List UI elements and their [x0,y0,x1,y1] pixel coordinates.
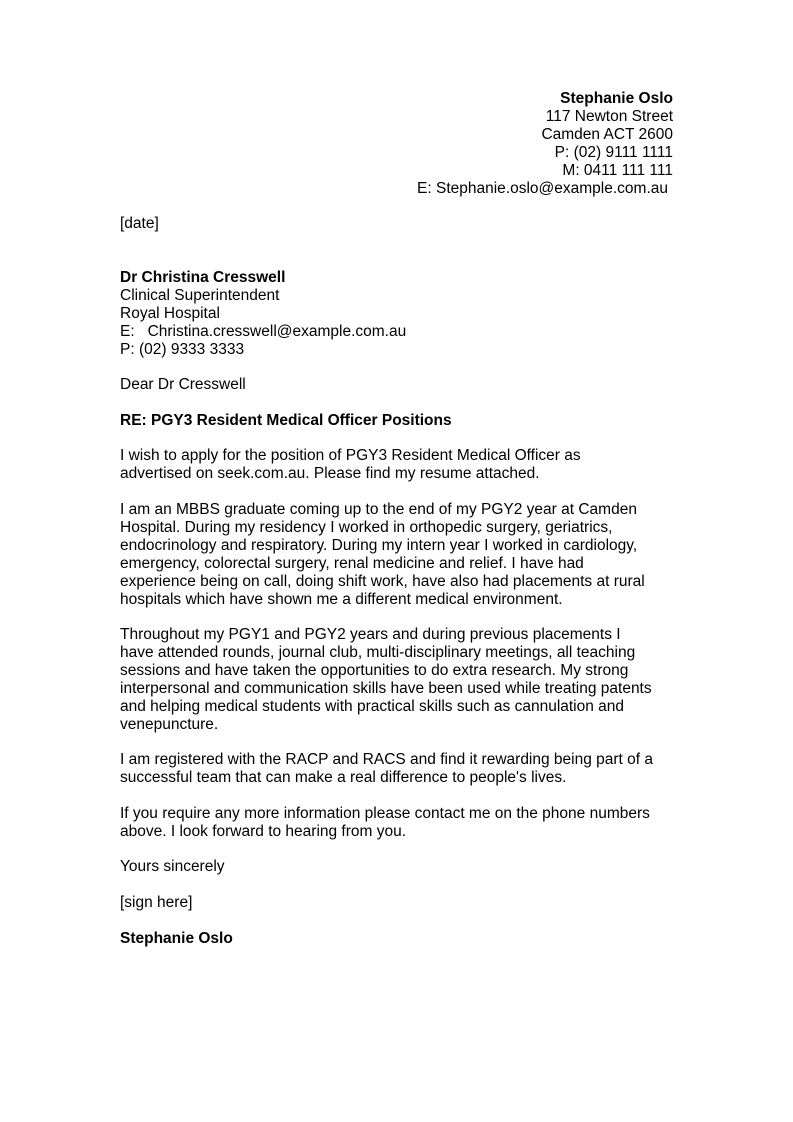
paragraph-line: emergency, colorectal surgery, renal medicine and relief. I have had [120,555,584,572]
paragraph-line: endocrinology and respiratory. During my intern year I worked in cardiology, [120,537,638,554]
paragraph-line: advertised on seek.com.au. Please find my resume attached. [120,465,540,482]
signature-placeholder: [sign here] [120,894,193,911]
sender-mobile: M: 0411 111 111 [562,162,673,179]
letter-date-block [120,215,665,233]
paragraph-line: hospitals which have shown me a different medical environment. [120,591,563,608]
closing-block [120,858,665,876]
body-paragraph-1 [120,447,665,483]
paragraph-line: If you require any more information please contact me on the phone numbers [120,805,650,822]
body-paragraph-5 [120,805,665,841]
paragraph-line: venepuncture. [120,716,219,733]
signoff-name: Stephanie Oslo [120,930,233,947]
paragraph-line: Hospital. During my residency I worked in orthopedic surgery, geriatrics, [120,519,613,536]
sender-email: E: Stephanie.oslo@example.com.au [417,180,668,197]
body-paragraph-2 [120,501,665,609]
sender-address-block [417,90,673,198]
letter-date: [date] [120,215,159,232]
sender-name: Stephanie Oslo [560,90,673,107]
paragraph-line: and helping medical students with practical skills such as cannulation and [120,698,625,715]
paragraph-line: I am registered with the RACP and RACS and find it rewarding being part of a [120,751,654,768]
sender-suburb: Camden ACT 2600 [541,126,673,143]
recipient-org: Royal Hospital [120,305,220,322]
sender-phone: P: (02) 9111 1111 [554,144,673,161]
recipient-phone: P: (02) 9333 3333 [120,341,245,358]
closing: Yours sincerely [120,858,225,875]
recipient-address-block [120,269,665,359]
salutation: Dear Dr Cresswell [120,376,246,393]
body-paragraph-4 [120,751,665,787]
subject-block [120,412,665,430]
paragraph-line: sessions and have taken the opportunities to do extra research. My strong [120,662,629,679]
paragraph-line: experience being on call, doing shift work, have also had placements at rural [120,573,645,590]
signoff-block [120,930,665,948]
paragraph-line: Throughout my PGY1 and PGY2 years and during previous placements I [120,626,621,643]
recipient-name: Dr Christina Cresswell [120,269,286,286]
paragraph-line: interpersonal and communication skills have been used while treating patents [120,680,652,697]
sender-street: 117 Newton Street [545,108,673,125]
paragraph-line: have attended rounds, journal club, multi-disciplinary meetings, all teaching [120,644,636,661]
salutation-block [120,376,665,394]
recipient-email: E: Christina.cresswell@example.com.au [120,323,407,340]
paragraph-line: I wish to apply for the position of PGY3 Resident Medical Officer as [120,447,581,464]
paragraph-line: above. I look forward to hearing from you. [120,823,407,840]
body-paragraph-3 [120,626,665,734]
subject-line: RE: PGY3 Resident Medical Officer Positions [120,412,452,429]
paragraph-line: successful team that can make a real difference to people's lives. [120,769,567,786]
signature-block [120,894,665,912]
paragraph-line: I am an MBBS graduate coming up to the end of my PGY2 year at Camden [120,501,637,518]
recipient-title: Clinical Superintendent [120,287,280,304]
